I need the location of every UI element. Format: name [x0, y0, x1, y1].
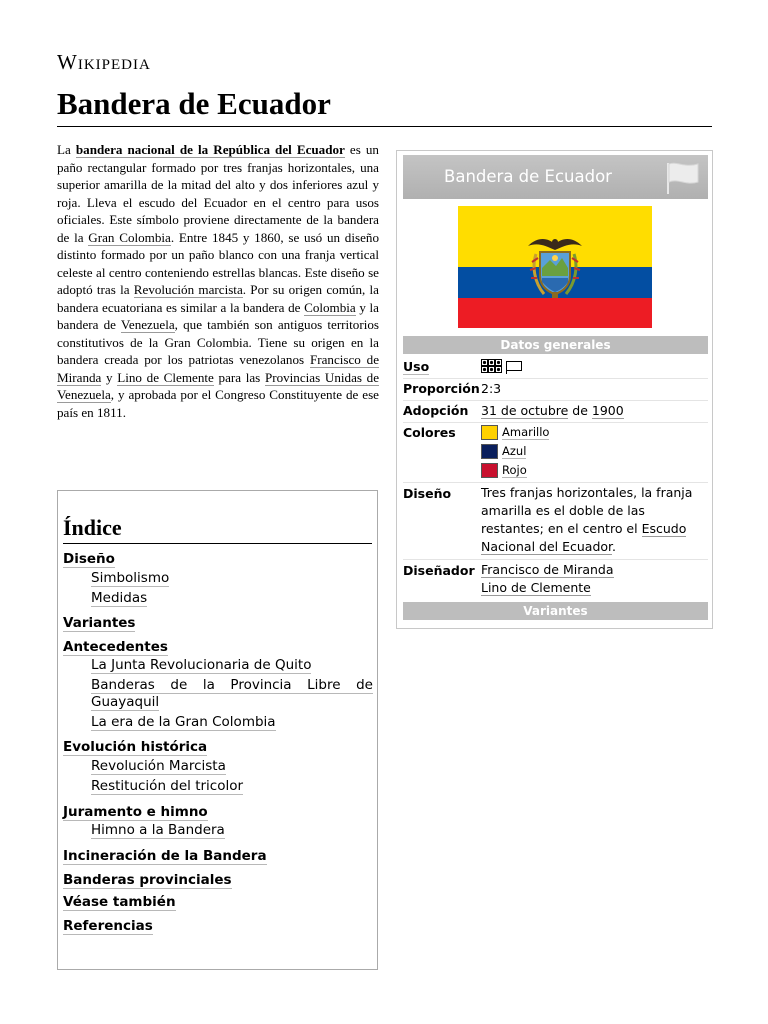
link-31-octubre[interactable]: 31 de octubre: [481, 403, 569, 418]
toc-item-evolucion-historica[interactable]: Evolución histórica: [63, 739, 208, 755]
intro-text: es un paño rectangular formado por tres franjas horizontales, una superior amarilla de la mitad del alto y dos inferiores azul y roja. Lleva el escudo del Ecuador en el centro para usos oficiales. Este símbolo proviene directamente de la bandera de la: [57, 142, 379, 245]
intro-text: , y aprobada por el Congreso Constituyente de ese país en 1811.: [57, 387, 379, 420]
color-label-rojo[interactable]: Rojo: [502, 463, 527, 477]
label-uso: Uso: [403, 359, 430, 374]
diseno-text: .: [612, 539, 617, 554]
link-revolucion-marcista[interactable]: Revolución marcista: [133, 282, 243, 297]
row-divider: [403, 378, 708, 379]
value-disenador: [481, 561, 707, 597]
link-provincias-unidas[interactable]: Provincias Unidas de Venezuela: [57, 369, 380, 402]
link-gran-colombia[interactable]: Gran Colombia: [88, 229, 171, 245]
flag-use-icon: [481, 358, 527, 374]
uso-icons: [481, 358, 707, 379]
toc-item-juramento-himno[interactable]: Juramento e himno: [63, 804, 208, 820]
link-bandera-nacional[interactable]: bandera nacional de la República del Ecuador: [75, 142, 345, 157]
toc-divider: [63, 543, 372, 544]
toc-item-revolucion-marcista[interactable]: Revolución Marcista: [91, 758, 226, 774]
row-divider: [403, 559, 708, 560]
intro-text: , que también son antiguos territorios constitutivos de la Gran Colombia. Tiene su origen en la bandera creada por los patriotas venezolanos: [57, 317, 379, 367]
swatch-azul: [481, 444, 498, 459]
link-venezuela[interactable]: Venezuela: [120, 317, 175, 332]
toc-item-simbolismo[interactable]: Simbolismo: [91, 570, 170, 586]
intro-text: y la bandera de: [57, 299, 379, 332]
toc-item-incineracion[interactable]: Incineración de la Bandera: [63, 848, 267, 864]
flag-icon: [662, 160, 702, 196]
intro-text: . Por su origen común, la bandera ecuatoriana es similar a la bandera de: [57, 282, 379, 315]
color-label-azul[interactable]: Azul: [502, 444, 527, 458]
page-title: Bandera de Ecuador: [57, 86, 331, 121]
intro-text: . Entre 1845 y 1860, se usó un diseño distinto formado por un paño blanco con una franja vertical celeste al centro conteniendo estrellas blancas. Este diseño se adoptó tras la: [57, 229, 379, 297]
swatch-rojo: [481, 463, 498, 478]
label-colores: Colores: [403, 425, 456, 440]
toc-item-era-gran-colombia[interactable]: La era de la Gran Colombia: [91, 714, 276, 730]
row-divider: [403, 422, 708, 423]
toc-item-junta-quito[interactable]: La Junta Revolucionaria de Quito: [91, 657, 312, 673]
row-divider: [403, 482, 708, 483]
swatch-amarillo: [481, 425, 498, 440]
infobox-header: [403, 155, 708, 199]
toc-item-banderas-guayaquil[interactable]: Banderas de la Provincia Libre de Guayaquil: [91, 677, 373, 710]
toc-item-restitucion-tricolor[interactable]: Restitución del tricolor: [91, 778, 244, 794]
intro-text: y: [101, 369, 118, 385]
intro-text: para las: [213, 369, 265, 385]
row-divider: [403, 400, 708, 401]
diseno-text: Tres franjas horizontales, la franja amarilla es el doble de las restantes; en el centro el: [481, 485, 693, 536]
label-diseno: Diseño: [403, 486, 452, 501]
link-lino-de-clemente-infobox[interactable]: Lino de Clemente: [481, 580, 591, 595]
label-proporcion: Proporción: [403, 381, 480, 396]
toc-item-referencias[interactable]: Referencias: [63, 918, 153, 934]
infobox-title: Bandera de Ecuador: [444, 167, 612, 186]
wikipedia-wordmark[interactable]: Wikipedia: [57, 50, 151, 74]
title-divider: [57, 126, 712, 127]
link-francisco-de-miranda[interactable]: Francisco de Miranda: [57, 352, 380, 385]
link-francisco-de-miranda-infobox[interactable]: Francisco de Miranda: [481, 562, 614, 577]
toc-item-antecedentes[interactable]: Antecedentes: [63, 639, 168, 655]
label-adopcion: Adopción: [403, 403, 469, 418]
value-adopcion: [481, 402, 707, 420]
toc-item-medidas[interactable]: Medidas: [91, 590, 148, 606]
toc-item-vease-tambien[interactable]: Véase también: [63, 894, 176, 910]
toc-item-diseno[interactable]: Diseño: [63, 551, 115, 567]
section-datos-generales: Datos generales: [403, 336, 708, 354]
section-variantes[interactable]: Variantes: [403, 602, 708, 620]
table-of-contents: [57, 490, 378, 970]
color-label-amarillo[interactable]: Amarillo: [502, 425, 550, 439]
toc-item-himno-bandera[interactable]: Himno a la Bandera: [91, 822, 225, 838]
link-1900[interactable]: 1900: [591, 403, 624, 418]
link-colombia[interactable]: Colombia: [304, 299, 356, 315]
infobox: [396, 150, 713, 629]
link-escudo-nacional[interactable]: Escudo Nacional del Ecuador: [481, 521, 687, 554]
label-disenador: Diseñador: [403, 563, 475, 578]
value-diseno: [481, 484, 707, 556]
adopcion-connector: de: [568, 403, 592, 418]
toc-item-variantes[interactable]: Variantes: [63, 615, 136, 631]
intro-paragraph: [57, 141, 379, 421]
value-proporcion: 2:3: [481, 381, 502, 396]
intro-text: La: [57, 142, 76, 157]
toc-title: Índice: [63, 515, 122, 540]
ecuador-flag-image[interactable]: [458, 206, 652, 328]
toc-item-banderas-provinciales[interactable]: Banderas provinciales: [63, 872, 232, 888]
link-lino-de-clemente[interactable]: Lino de Clemente: [117, 369, 214, 385]
